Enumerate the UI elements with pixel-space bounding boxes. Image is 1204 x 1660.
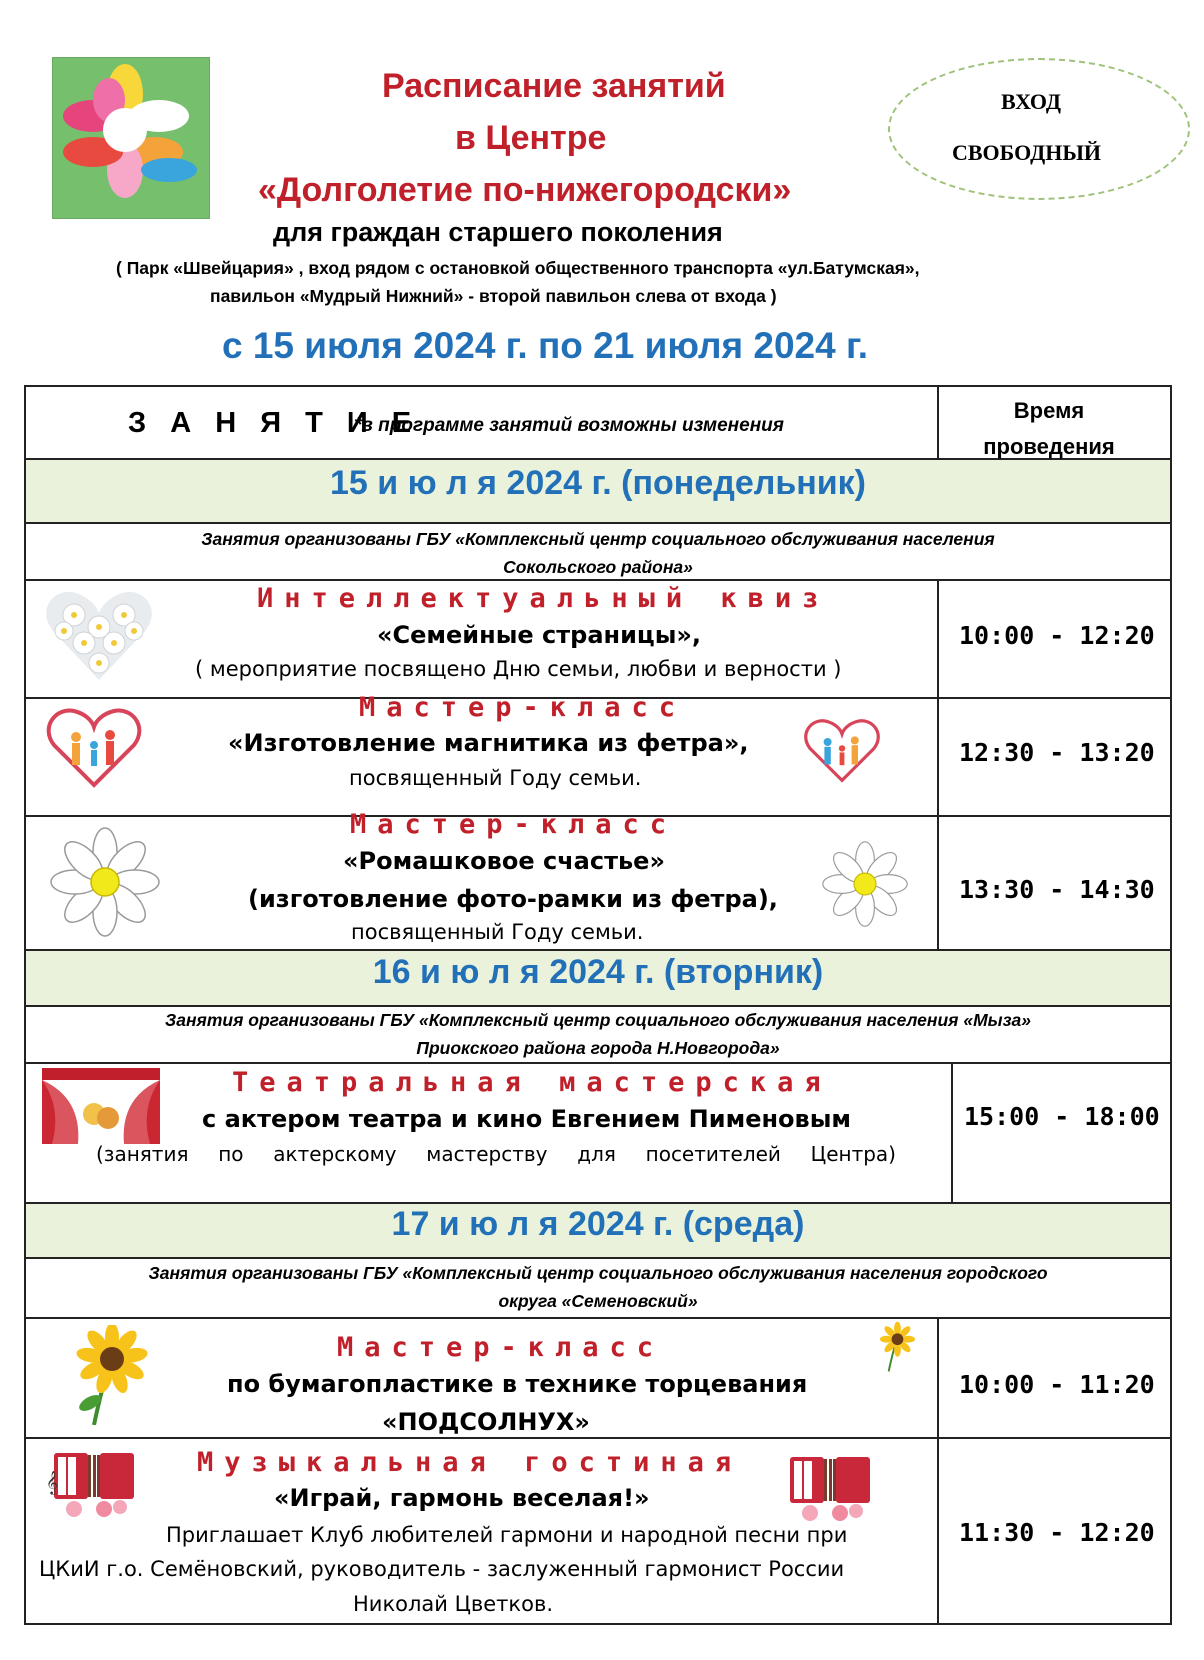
event-name: Мастер-класс [359,692,687,723]
table-border [24,522,1172,524]
desc-word: актерскому [273,1142,397,1166]
event-description-line3: Николай Цветков. [353,1592,554,1616]
table-border [24,949,1172,951]
organizer-text [24,525,1172,581]
organizer-text [24,1006,1172,1062]
sunflower-icon [68,1325,150,1425]
desc-word: (занятия [96,1142,189,1166]
event-time: 11:30 - 12:20 [959,1518,1155,1547]
column-header-activity: З А Н Я Т И Е [128,407,420,439]
flower-logo-icon [53,58,209,218]
event-name: Интеллектуальный квиз [257,583,830,614]
schedule-period: с 15 июля 2024 г. по 21 июля 2024 г. [222,325,868,366]
subtitle: для граждан старшего поколения [273,217,723,247]
organizer-line1: Занятия организованы ГБУ «Комплексный центр социального обслуживания населения [201,529,995,549]
free-entry-oval [888,58,1190,200]
event-description: посвященный Году семьи. [351,920,644,944]
table-border [24,1202,1172,1204]
event-time: 13:30 - 14:30 [959,875,1155,904]
event-description [96,1142,896,1166]
event-title: по бумагопластике в технике торцевания [227,1370,808,1398]
daisy-heart-icon [44,585,154,685]
event-time: 10:00 - 12:20 [959,621,1155,650]
desc-word: мастерству [426,1142,548,1166]
organizer-line2: округа «Семеновский» [498,1291,698,1311]
event-title-line2: (изготовление фото-рамки из фетра), [248,885,778,913]
desc-word: для [577,1142,616,1166]
schedule-table [24,385,1172,1625]
address-line2: павильон «Мудрый Нижний» - второй павильон слева от входа ) [210,286,777,306]
column-header-time [934,393,1164,465]
organizer-line2: Приокского района города Н.Новгорода» [416,1038,780,1058]
event-description: посвященный Году семьи. [349,766,642,790]
event-name: Театральная мастерская [232,1067,832,1098]
table-border [24,385,1172,387]
theatre-curtain-icon [42,1068,160,1144]
address-line1: ( Парк «Швейцария» , вход рядом с остановкой общественного транспорта «ул.Батумская», [116,258,920,278]
event-title: «Семейные страницы», [377,621,702,649]
event-description-line2: ЦКиИ г.о. Семёновский, руководитель - заслуженный гармонист России [39,1557,845,1581]
organizer-line1: Занятия организованы ГБУ «Комплексный центр социального обслуживания населения «Мыза» [165,1010,1031,1030]
table-border [951,1062,953,1202]
event-time: 10:00 - 11:20 [959,1370,1155,1399]
family-heart-icon [802,715,882,785]
day-heading: 16 и ю л я 2024 г. (вторник) [372,953,824,991]
event-title-line2: «ПОДСОЛНУХ» [382,1408,590,1436]
family-heart-icon [44,705,144,789]
table-border [937,1317,939,1623]
page-title-line1: Расписание занятий [382,67,726,105]
day-heading: 17 и ю л я 2024 г. (среда) [391,1205,805,1243]
desc-word: Центра) [810,1142,896,1166]
day-heading: 15 и ю л я 2024 г. (понедельник) [330,464,866,502]
event-name: Музыкальная гостиная [197,1447,743,1478]
free-entry-line2: СВОБОДНЫЙ [952,140,1102,165]
event-name: Мастер-класс [350,809,678,840]
event-title: «Ромашковое счастье» [343,847,665,875]
page-title-line3: «Долголетие по-нижегородски» [258,171,792,209]
table-border [24,1317,1172,1319]
column-header-note: *в программе занятий возможны изменения [354,415,784,436]
accordion-icon [780,1447,880,1523]
organizer-line2: Сокольского района» [503,557,693,577]
event-name: Мастер-класс [337,1332,665,1363]
table-border [937,579,939,949]
table-border [24,1623,1172,1625]
event-title: «Изготовление магнитика из фетра», [228,729,749,757]
column-header-time-line2: проведения [983,434,1115,459]
column-header-time-line1: Время [1013,398,1085,423]
desc-word: по [218,1142,244,1166]
organizer-line1: Занятия организованы ГБУ «Комплексный центр социального обслуживания населения городского [148,1263,1048,1283]
center-logo [52,57,210,219]
organizer-text [24,1259,1172,1315]
sunflower-icon [876,1321,916,1373]
event-time: 15:00 - 18:00 [964,1102,1160,1131]
page-title-line2: в Центре [455,119,607,157]
event-time: 12:30 - 13:20 [959,738,1155,767]
daisy-icon [822,841,908,927]
event-title: с актером театра и кино Евгением Пименовым [202,1105,852,1133]
table-border [24,1062,1172,1064]
table-border [24,1437,1172,1439]
event-description: Приглашает Клуб любителей гармони и народной песни при [166,1523,848,1547]
accordion-icon [44,1443,144,1519]
free-entry-line1: ВХОД [1001,89,1062,114]
event-description: ( мероприятие посвящено Дню семьи, любви и верности ) [195,657,842,681]
daisy-icon [50,827,160,937]
event-title: «Играй, гармонь веселая!» [274,1484,650,1512]
svg-text:𝄞: 𝄞 [46,1470,58,1494]
desc-word: посетителей [645,1142,781,1166]
